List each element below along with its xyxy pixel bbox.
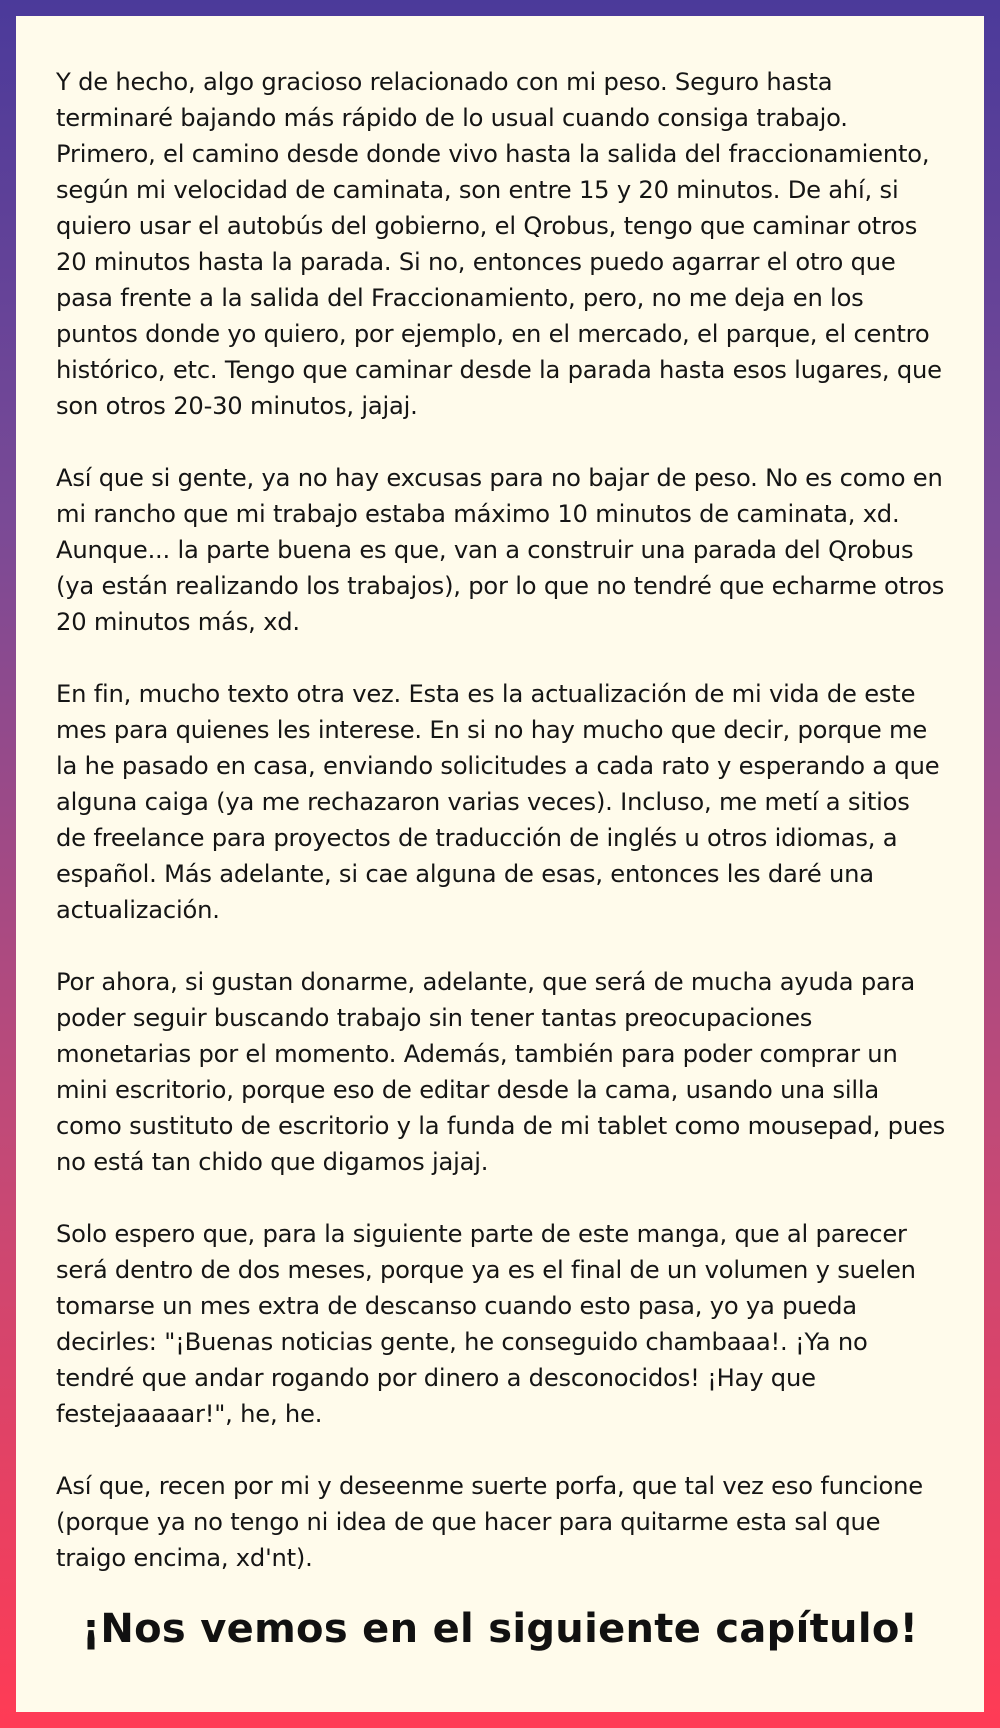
paragraph-1: Y de hecho, algo gracioso relacionado con mi peso. Seguro hasta terminaré bajando más rápido de lo usual cuando consiga trabajo. Primero, el camino desde donde vivo hasta la salida del fraccionamiento, según mi velocidad de caminata, son entre 15 y 20 minutos. De ahí, si quiero usar el autobús del gobierno, el Qrobus, tengo que caminar otros 20 minutos hasta la parada. Si no, entonces puedo agarrar el otro que pasa frente a la salida del Fraccionamiento, pero, no me deja en los puntos donde yo quiero, por ejemplo, en el mercado, el parque, el centro histórico, etc. Tengo que caminar desde la parada hasta esos lugares, que son otros 20-30 minutos, jajaj. <box>56 68 942 420</box>
paragraph-2: Así que si gente, ya no hay excusas para no bajar de peso. No es como en mi rancho que mi trabajo estaba máximo 10 minutos de caminata, xd. Aunque... la parte buena es que, van a construir una parada del Qrobus (ya están realizando los trabajos), por lo que no tendré que echarme otros 20 minutos más, xd. <box>56 464 945 636</box>
paragraph-4: Por ahora, si gustan donarme, adelante, que será de mucha ayuda para poder seguir buscando trabajo sin tener tantas preocupaciones monetarias por el momento. Además, también para poder comprar un mini escritorio, porque eso de editar desde la cama, usando una silla como sustituto de escritorio y la funda de mi tablet como mousepad, pues no está tan chido que digamos jajaj. <box>56 968 946 1176</box>
closing-heading: ¡Nos vemos en el siguiente capítulo! <box>81 1606 919 1652</box>
paragraph-3: En fin, mucho texto otra vez. Esta es la actualización de mi vida de este mes para quienes les interese. En si no hay mucho que decir, porque me la he pasado en casa, enviando solicitudes a cada rato y esperando a que alguna caiga (ya me rechazaron varias veces). Incluso, me metí a sitios de freelance para proyectos de traducción de inglés u otros idiomas, a español. Más adelante, si cae alguna de esas, entonces les daré una actualización. <box>56 680 940 924</box>
paragraph-6: Así que, recen por mi y deseenme suerte porfa, que tal vez eso funcione (porque ya no tengo ni idea de que hacer para quitarme esta sal que traigo encima, xd'nt). <box>56 1472 923 1572</box>
text-panel <box>16 16 984 1712</box>
paragraph-5: Solo espero que, para la siguiente parte de este manga, que al parecer será dentro de dos meses, porque ya es el final de un volumen y suelen tomarse un mes extra de descanso cuando esto pasa, yo ya pueda decirles: "¡Buenas noticias gente, he conseguido chambaaa!. ¡Ya no tendré que andar rogando por dinero a desconocidos! ¡Hay que festejaaaaar!", he, he. <box>56 1220 916 1428</box>
